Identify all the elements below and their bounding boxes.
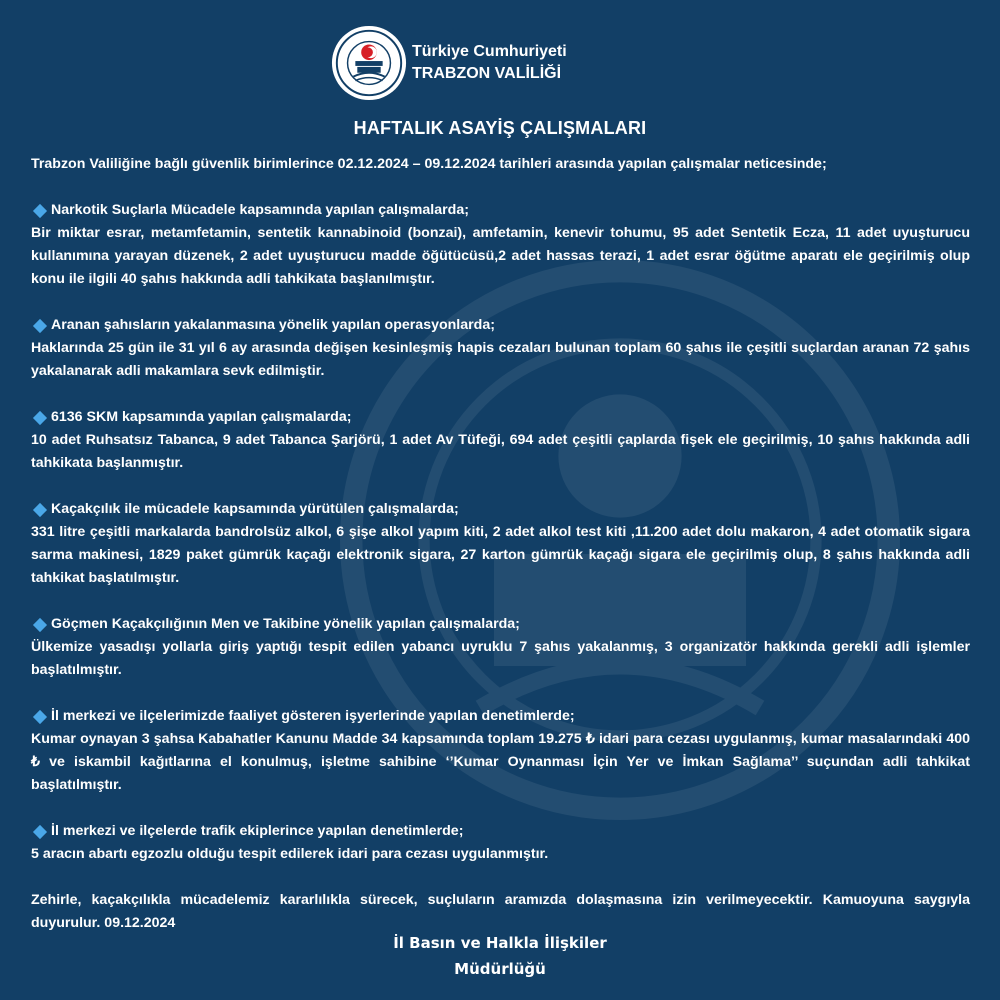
diamond-bullet-icon — [33, 617, 47, 631]
section-heading: İl merkezi ve ilçelerde trafik ekiplerince yapılan denetimlerde; — [51, 823, 464, 839]
section-6136-skm — [31, 406, 970, 475]
section-body: Bir miktar esrar, metamfetamin, sentetik kannabinoid (bonzai), amfetamin, kenevir tohumu, 95 adet Sentetik Ecza, 11 adet uyuşturucu kullanımına yarayan düzenek, 2 adet uyuşturucu madde öğütücüsü,2 adet hassas terazi, 1 adet esrar öğütme aparatı ele geçirilmiş olup konu ile ilgili 40 şahıs hakkında adli tahkikata başlanılmıştır. — [31, 225, 970, 287]
section-aranan-sahislar — [31, 314, 970, 383]
section-body: Haklarında 25 gün ile 31 yıl 6 ay arasında değişen kesinleşmiş hapis cezaları bulunan toplam 60 şahıs ile çeşitli suçlardan aranan 72 şahıs yakalanarak adli makamlara sevk edilmiştir. — [31, 340, 970, 379]
section-heading: Kaçakçılık ile mücadele kapsamında yürütülen çalışmalarda; — [51, 501, 459, 517]
diamond-bullet-icon — [33, 203, 47, 217]
signature-line-1: İl Basın ve Halkla İlişkiler — [393, 934, 607, 952]
section-gocmen-kacakciligi — [31, 613, 970, 682]
diamond-bullet-icon — [33, 318, 47, 332]
report-content — [31, 153, 970, 935]
section-trafik-denetimleri — [31, 820, 970, 866]
section-heading: Göçmen Kaçakçılığının Men ve Takibine yönelik yapılan çalışmalarda; — [51, 616, 520, 632]
section-isyeri-denetimleri — [31, 705, 970, 797]
diamond-bullet-icon — [33, 709, 47, 723]
section-heading: İl merkezi ve ilçelerimizde faaliyet gösteren işyerlerinde yapılan denetimlerde; — [51, 708, 575, 724]
section-heading: 6136 SKM kapsamında yapılan çalışmalarda; — [51, 409, 352, 425]
section-body: 10 adet Ruhsatsız Tabanca, 9 adet Tabanca Şarjörü, 1 adet Av Tüfeği, 694 adet çeşitli çaplarda fişek ele geçirilmiş, 10 şahıs hakkında adli tahkikata başlanmıştır. — [31, 432, 970, 471]
header-line-1: Türkiye Cumhuriyeti — [412, 43, 567, 60]
section-heading: Narkotik Suçlarla Mücadele kapsamında yapılan çalışmalarda; — [51, 202, 469, 218]
signature-line-2: Müdürlüğü — [454, 960, 546, 978]
section-body: 5 aracın abartı egzozlu olduğu tespit edilerek idari para cezası uygulanmıştır. — [31, 846, 549, 862]
section-heading: Aranan şahısların yakalanmasına yönelik yapılan operasyonlarda; — [51, 317, 495, 333]
closing-text: Zehirle, kaçakçılıkla mücadelemiz kararlılıkla sürecek, suçluların aramızda dolaşmasına izin verilmeyecektir. Kamuoyuna saygıyla duyurulur. 09.12.2024 — [31, 892, 970, 931]
intro-text: Trabzon Valiliğine bağlı güvenlik birimlerince 02.12.2024 – 09.12.2024 tarihleri arasında yapılan çalışmalar neticesinde; — [31, 156, 827, 172]
trabzon-valiligi-emblem-icon — [330, 24, 408, 102]
section-body: Ülkemize yasadışı yollarla giriş yaptığı tespit edilen yabancı uyruklu 7 şahıs yakalanmış, 3 organizatör hakkında gerekli adli işlemler başlatılmıştır. — [31, 639, 970, 678]
diamond-bullet-icon — [33, 410, 47, 424]
section-narkotik — [31, 199, 970, 291]
diamond-bullet-icon — [33, 824, 47, 838]
section-kacakcilik — [31, 498, 970, 590]
section-body: Kumar oynayan 3 şahsa Kabahatler Kanunu Madde 34 kapsamında toplam 19.275 ₺ idari para cezası uygulanmış, kumar masalarındaki 400 ₺ ve iskambil kağıtlarına el konulmuş, işletme sahibine ‘’Kumar Oynanması İçin Yer ve İmkan Sağlama’’ suçundan adli tahkikat başlatılmıştır. — [31, 731, 970, 793]
header — [330, 24, 567, 102]
page-title: HAFTALIK ASAYİŞ ÇALIŞMALARI — [353, 118, 647, 138]
signature — [0, 930, 1000, 982]
header-line-2: TRABZON VALİLİĞİ — [412, 65, 562, 82]
diamond-bullet-icon — [33, 502, 47, 516]
section-body: 331 litre çeşitli markalarda bandrolsüz alkol, 6 şişe alkol yapım kiti, 2 adet alkol test kiti ,11.200 adet dolu makaron, 4 adet otomatik sigara sarma makinesi, 1829 paket gümrük kaçağı elektronik sigara, 27 karton gümrük kaçağı sigara ele geçirilmiş olup, 8 şahıs hakkında adli tahkikat başlatılmıştır. — [31, 524, 970, 586]
